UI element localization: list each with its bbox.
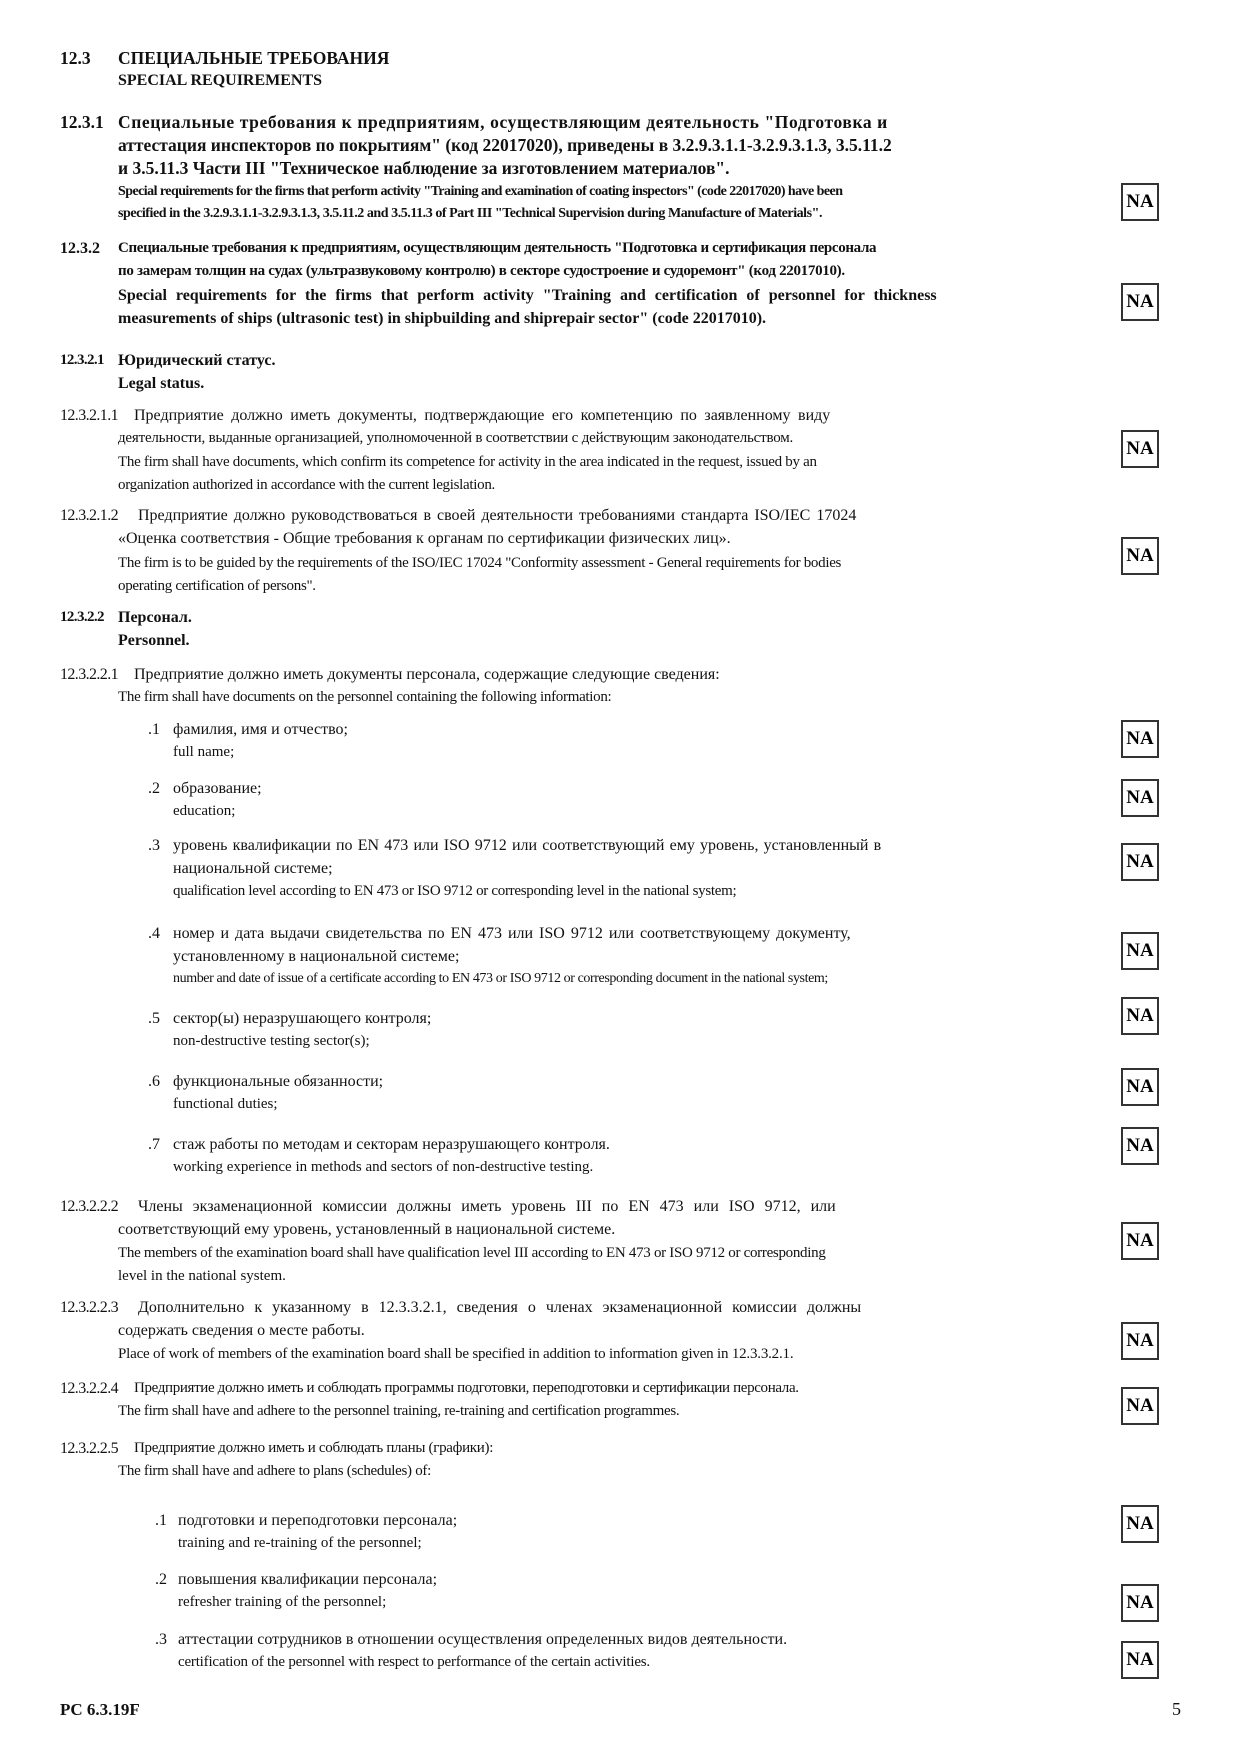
status-badge-na: NA bbox=[1121, 537, 1159, 575]
clause-text-ru-line: Дополнительно к указанному в 12.3.3.2.1, сведения о членах экзаменационной комиссии должны bbox=[138, 1299, 862, 1316]
subsection-title-ru: Персонал. bbox=[118, 609, 192, 626]
subsection-title-ru: Юридический статус. bbox=[118, 352, 276, 369]
clause-number: 12.3.2.1.1 bbox=[60, 407, 119, 424]
clause-text-ru: Предприятие должно иметь документы персонала, содержащие следующие сведения: bbox=[134, 666, 720, 683]
status-badge-na: NA bbox=[1121, 1068, 1159, 1106]
item-text-ru: аттестации сотрудников в отношении осуществления определенных видов деятельности. bbox=[178, 1631, 788, 1648]
status-badge-na: NA bbox=[1121, 932, 1159, 970]
document-code: PC 6.3.19F bbox=[60, 1700, 140, 1719]
item-number: .3 bbox=[155, 1631, 167, 1648]
status-badge-na: NA bbox=[1121, 1505, 1159, 1543]
clause-text-en: The firm shall have documents on the personnel containing the following information: bbox=[118, 689, 612, 705]
item-text-en: working experience in methods and sectors of non-destructive testing. bbox=[173, 1159, 594, 1175]
subsection-number: 12.3.2.2 bbox=[60, 609, 104, 625]
clause-text-ru-line: содержать сведения о месте работы. bbox=[118, 1322, 365, 1339]
page-number: 5 bbox=[1172, 1699, 1181, 1719]
item-text-ru: повышения квалификации персонала; bbox=[178, 1571, 438, 1588]
item-number: .2 bbox=[148, 780, 160, 797]
section-number: 12.3 bbox=[60, 48, 91, 68]
item-text-ru: номер и дата выдачи свидетельства по EN 473 или ISO 9712 или соответствующему документу, bbox=[173, 925, 851, 942]
item-text-ru: подготовки и переподготовки персонала; bbox=[178, 1512, 458, 1529]
status-badge-na: NA bbox=[1121, 283, 1159, 321]
item-text-ru: национальной системе; bbox=[173, 860, 333, 877]
clause-number: 12.3.2.2.2 bbox=[60, 1198, 119, 1215]
clause-text-ru-line: соответствующий ему уровень, установленный в национальной системе. bbox=[118, 1221, 616, 1238]
item-number: .5 bbox=[148, 1010, 160, 1027]
subsection-number: 12.3.2.1 bbox=[60, 352, 104, 368]
clause-text-en-line: Special requirements for the firms that perform activity "Training and certification of personnel for thickness bbox=[118, 287, 937, 304]
clause-text-ru-line: деятельности, выданные организацией, уполномоченной в соответствии с действующим законодательством. bbox=[118, 430, 794, 446]
clause-text-ru-line: Члены экзаменационной комиссии должны иметь уровень III по EN 473 или ISO 9712, или bbox=[138, 1198, 836, 1215]
clause-text-en-line: measurements of ships (ultrasonic test) in shipbuilding and shiprepair sector" (code 22017010). bbox=[118, 310, 767, 327]
clause-text-ru-line: Специальные требования к предприятиям, осуществляющим деятельность "Подготовка и сертификация персонала bbox=[118, 240, 877, 256]
item-number: .6 bbox=[148, 1073, 160, 1090]
clause-text-en: The firm shall have and adhere to plans (schedules) of: bbox=[118, 1463, 431, 1479]
clause-text-en: The firm shall have and adhere to the personnel training, re-training and certification programmes. bbox=[118, 1403, 680, 1419]
status-badge-na: NA bbox=[1121, 720, 1159, 758]
clause-text-en-line: Special requirements for the firms that perform activity "Training and examination of coating inspectors" (code 22017020) have been bbox=[118, 184, 843, 199]
item-text-ru: установленному в национальной системе; bbox=[173, 948, 460, 965]
clause-number: 12.3.2.2.3 bbox=[60, 1299, 119, 1316]
status-badge-na: NA bbox=[1121, 183, 1159, 221]
clause-text-ru-line: «Оценка соответствия - Общие требования к органам по сертификации физических лиц». bbox=[118, 530, 731, 547]
clause-text-ru-line: и 3.5.11.3 Части III "Техническое наблюдение за изготовлением материалов". bbox=[118, 158, 730, 178]
section-title-en: SPECIAL REQUIREMENTS bbox=[118, 72, 323, 89]
item-text-en: non-destructive testing sector(s); bbox=[173, 1033, 370, 1049]
item-text-ru: стаж работы по методам и секторам неразрушающего контроля. bbox=[173, 1136, 610, 1153]
clause-number: 12.3.2.2.1 bbox=[60, 666, 119, 683]
clause-text-en-line: operating certification of persons". bbox=[118, 578, 316, 594]
status-badge-na: NA bbox=[1121, 1584, 1159, 1622]
item-text-en: qualification level according to EN 473 or ISO 9712 or corresponding level in the national system; bbox=[173, 883, 737, 899]
status-badge-na: NA bbox=[1121, 1322, 1159, 1360]
item-text-ru: образование; bbox=[173, 780, 262, 797]
item-text-ru: сектор(ы) неразрушающего контроля; bbox=[173, 1010, 432, 1027]
section-title-ru: СПЕЦИАЛЬНЫЕ ТРЕБОВАНИЯ bbox=[118, 48, 390, 68]
status-badge-na: NA bbox=[1121, 1641, 1159, 1679]
item-number: .3 bbox=[148, 837, 160, 854]
clause-text-en-line: level in the national system. bbox=[118, 1268, 286, 1284]
item-text-en: full name; bbox=[173, 744, 235, 760]
item-number: .2 bbox=[155, 1571, 167, 1588]
clause-text-ru: Предприятие должно иметь и соблюдать планы (графики): bbox=[134, 1440, 494, 1456]
clause-number: 12.3.2.1.2 bbox=[60, 507, 119, 524]
clause-text-ru-line: по замерам толщин на судах (ультразвуковому контролю) в секторе судостроение и судоремонт" (код 22017010). bbox=[118, 263, 845, 279]
clause-text-en-line: The members of the examination board shall have qualification level III according to EN 473 or ISO 9712 or corresponding bbox=[118, 1245, 826, 1261]
status-badge-na: NA bbox=[1121, 779, 1159, 817]
clause-number: 12.3.1 bbox=[60, 112, 104, 132]
item-text-ru: уровень квалификации по EN 473 или ISO 9712 или соответствующий ему уровень, установленный в bbox=[173, 837, 882, 854]
item-number: .7 bbox=[148, 1136, 160, 1153]
item-text-ru: фамилия, имя и отчество; bbox=[173, 721, 348, 738]
clause-text-en-line: organization authorized in accordance with the current legislation. bbox=[118, 477, 495, 493]
clause-text-en-line: Place of work of members of the examination board shall be specified in addition to information given in 12.3.3.2.1. bbox=[118, 1346, 794, 1362]
item-text-en: education; bbox=[173, 803, 236, 819]
clause-number: 12.3.2.2.5 bbox=[60, 1440, 119, 1457]
clause-text-en-line: The firm is to be guided by the requirements of the ISO/IEC 17024 "Conformity assessment - General requirements for bodies bbox=[118, 555, 842, 571]
item-number: .1 bbox=[148, 721, 160, 738]
clause-text-ru-line: аттестация инспекторов по покрытиям" (код 22017020), приведены в 3.2.9.3.1.1-3.2.9.3.1.3, 3.5.11.2 bbox=[118, 135, 892, 155]
clause-text-ru-line: Предприятие должно иметь документы, подтверждающие его компетенцию по заявленному виду bbox=[134, 407, 831, 424]
clause-number: 12.3.2 bbox=[60, 240, 100, 257]
subsection-title-en: Personnel. bbox=[118, 632, 190, 649]
clause-text-en-line: The firm shall have documents, which confirm its competence for activity in the area indicated in the request, issued by an bbox=[118, 454, 817, 470]
item-text-ru: функциональные обязанности; bbox=[173, 1073, 384, 1090]
item-number: .4 bbox=[148, 925, 160, 942]
status-badge-na: NA bbox=[1121, 997, 1159, 1035]
status-badge-na: NA bbox=[1121, 1127, 1159, 1165]
clause-text-ru-line: Предприятие должно руководствоваться в своей деятельности требованиями стандарта ISO/IEC 17024 bbox=[138, 507, 857, 524]
item-text-en: number and date of issue of a certificate according to EN 473 or ISO 9712 or corresponding document in the national system; bbox=[173, 971, 828, 986]
item-text-en: refresher training of the personnel; bbox=[178, 1594, 387, 1610]
clause-text-ru: Предприятие должно иметь и соблюдать программы подготовки, переподготовки и сертификации персонала. bbox=[134, 1380, 799, 1396]
item-number: .1 bbox=[155, 1512, 167, 1529]
status-badge-na: NA bbox=[1121, 430, 1159, 468]
item-text-en: training and re-training of the personnel; bbox=[178, 1535, 422, 1551]
item-text-en: certification of the personnel with respect to performance of the certain activities. bbox=[178, 1654, 650, 1670]
status-badge-na: NA bbox=[1121, 1387, 1159, 1425]
status-badge-na: NA bbox=[1121, 1222, 1159, 1260]
clause-number: 12.3.2.2.4 bbox=[60, 1380, 119, 1397]
subsection-title-en: Legal status. bbox=[118, 375, 205, 392]
clause-text-ru-line: Специальные требования к предприятиям, осуществляющим деятельность "Подготовка и bbox=[118, 112, 888, 132]
clause-text-en-line: specified in the 3.2.9.3.1.1-3.2.9.3.1.3, 3.5.11.2 and 3.5.11.3 of Part III "Technical Supervision during Manufacture of Materials". bbox=[118, 206, 822, 221]
item-text-en: functional duties; bbox=[173, 1096, 278, 1112]
status-badge-na: NA bbox=[1121, 843, 1159, 881]
